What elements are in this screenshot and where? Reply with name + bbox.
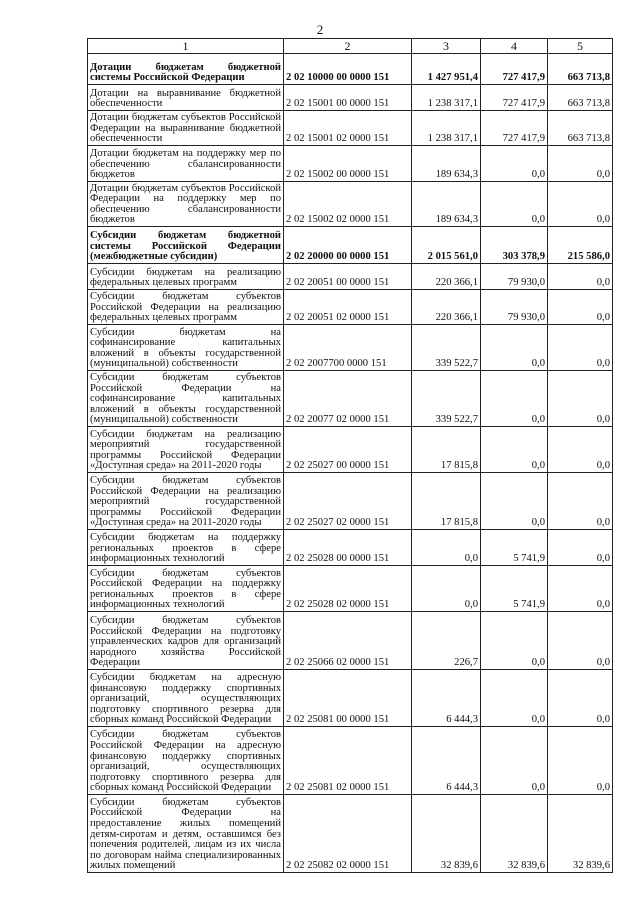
row-value-col4: 0,0 [481, 473, 548, 530]
row-name-cell: Субсидии бюджетам на реализацию мероприятий государственной программы Российской Федерации «Доступная среда» на 2011-2020 годы [88, 427, 284, 473]
table-row [88, 264, 613, 290]
table-row [88, 325, 613, 371]
row-value-col5: 0,0 [548, 264, 613, 290]
row-name-cell: Субсидии бюджетам субъектов Российской Федерации на поддержку региональных проектов в сфере информационных технологий [88, 566, 284, 612]
row-value-col4: 5 741,9 [481, 530, 548, 566]
row-name-cell: Субсидии бюджетам субъектов Российской Федерации на реализацию федеральных целевых программ [88, 290, 284, 325]
table-body [88, 54, 613, 873]
row-value-col5: 0,0 [548, 146, 613, 182]
row-value-col5: 0,0 [548, 290, 613, 325]
row-name-cell: Субсидии бюджетам субъектов Российской Федерации на подготовку управленческих кадров для организаций народного хозяйства Российской Федерации [88, 612, 284, 670]
table-row [88, 54, 613, 85]
row-code-cell: 2 02 10000 00 0000 151 [284, 54, 412, 85]
row-value-col4: 5 741,9 [481, 566, 548, 612]
table-row [88, 111, 613, 146]
column-header: 4 [481, 39, 548, 54]
column-header: 5 [548, 39, 613, 54]
row-value-col4: 0,0 [481, 670, 548, 727]
row-code-cell: 2 02 20051 02 0000 151 [284, 290, 412, 325]
row-value-col4: 727 417,9 [481, 111, 548, 146]
row-name-cell: Субсидии бюджетам на адресную финансовую поддержку спортивных организаций, осуществляющих подготовку спортивного резерва для сборных команд Российской Федерации [88, 670, 284, 727]
row-code-cell: 2 02 25028 02 0000 151 [284, 566, 412, 612]
row-value-col4: 0,0 [481, 612, 548, 670]
column-header: 1 [88, 39, 284, 54]
row-value-col3: 0,0 [412, 566, 481, 612]
row-value-col4: 0,0 [481, 325, 548, 371]
table-row [88, 530, 613, 566]
row-name-cell: Дотации бюджетам на поддержку мер по обеспечению сбалансированности бюджетов [88, 146, 284, 182]
row-code-cell: 2 02 20000 00 0000 151 [284, 227, 412, 264]
row-value-col5: 32 839,6 [548, 795, 613, 873]
row-value-col4: 727 417,9 [481, 54, 548, 85]
row-code-cell: 2 02 15002 00 0000 151 [284, 146, 412, 182]
row-value-col3: 1 238 317,1 [412, 85, 481, 111]
row-code-cell: 2 02 15001 00 0000 151 [284, 85, 412, 111]
row-value-col5: 663 713,8 [548, 85, 613, 111]
row-value-col5: 663 713,8 [548, 54, 613, 85]
row-value-col3: 17 815,8 [412, 427, 481, 473]
table-row [88, 670, 613, 727]
row-code-cell: 2 02 20051 00 0000 151 [284, 264, 412, 290]
row-name-cell: Дотации бюджетам субъектов Российской Федерации на выравнивание бюджетной обеспеченности [88, 111, 284, 146]
table-row [88, 85, 613, 111]
row-value-col3: 6 444,3 [412, 727, 481, 795]
table-row [88, 473, 613, 530]
table-row [88, 227, 613, 264]
row-value-col5: 0,0 [548, 612, 613, 670]
row-code-cell: 2 02 25028 00 0000 151 [284, 530, 412, 566]
row-value-col3: 339 522,7 [412, 371, 481, 427]
row-value-col3: 6 444,3 [412, 670, 481, 727]
row-value-col3: 189 634,3 [412, 146, 481, 182]
row-value-col4: 0,0 [481, 727, 548, 795]
row-value-col5: 0,0 [548, 473, 613, 530]
row-value-col3: 339 522,7 [412, 325, 481, 371]
row-value-col5: 0,0 [548, 727, 613, 795]
table-row [88, 727, 613, 795]
row-value-col3: 220 366,1 [412, 264, 481, 290]
row-value-col3: 0,0 [412, 530, 481, 566]
row-value-col3: 1 427 951,4 [412, 54, 481, 85]
row-value-col3: 220 366,1 [412, 290, 481, 325]
row-value-col3: 2 015 561,0 [412, 227, 481, 264]
row-name-cell: Субсидии бюджетам на поддержку региональных проектов в сфере информационных технологий [88, 530, 284, 566]
row-value-col4: 79 930,0 [481, 264, 548, 290]
table-row [88, 146, 613, 182]
row-name-cell: Дотации бюджетам бюджетной системы Российской Федерации [88, 54, 284, 85]
row-value-col3: 1 238 317,1 [412, 111, 481, 146]
row-value-col4: 0,0 [481, 146, 548, 182]
column-header: 2 [284, 39, 412, 54]
row-value-col3: 226,7 [412, 612, 481, 670]
row-value-col5: 0,0 [548, 670, 613, 727]
row-name-cell: Дотации на выравнивание бюджетной обеспеченности [88, 85, 284, 111]
row-name-cell: Субсидии бюджетам субъектов Российской Федерации на адресную финансовую поддержку спортивных организаций, осуществляющих подготовку спортивного резерва для сборных команд Российской Федерации [88, 727, 284, 795]
row-name-cell: Субсидии бюджетам субъектов Российской Федерации на софинансирование капитальных вложений в объекты государственной (муниципальной) собственности [88, 371, 284, 427]
row-code-cell: 2 02 25027 00 0000 151 [284, 427, 412, 473]
row-code-cell: 2 02 25082 02 0000 151 [284, 795, 412, 873]
row-value-col4: 0,0 [481, 182, 548, 227]
row-value-col4: 0,0 [481, 371, 548, 427]
row-value-col5: 0,0 [548, 325, 613, 371]
row-value-col5: 0,0 [548, 182, 613, 227]
table-row [88, 612, 613, 670]
row-name-cell: Субсидии бюджетам субъектов Российской Федерации на предоставление жилых помещений детям-сиротам и детям, оставшимся без попечения родителей, лицам из их числа по договорам найма специализированных жилых помещений [88, 795, 284, 873]
row-code-cell: 2 02 2007700 0000 151 [284, 325, 412, 371]
row-code-cell: 2 02 25081 02 0000 151 [284, 727, 412, 795]
row-value-col4: 32 839,6 [481, 795, 548, 873]
budget-table [87, 38, 613, 873]
row-value-col3: 32 839,6 [412, 795, 481, 873]
row-value-col5: 0,0 [548, 566, 613, 612]
page-number: 2 [316, 22, 324, 37]
table-row [88, 795, 613, 873]
row-value-col3: 17 815,8 [412, 473, 481, 530]
row-value-col5: 0,0 [548, 427, 613, 473]
row-name-cell: Субсидии бюджетам на софинансирование капитальных вложений в объекты государственной (муниципальной) собственности [88, 325, 284, 371]
row-code-cell: 2 02 15001 02 0000 151 [284, 111, 412, 146]
row-code-cell: 2 02 15002 02 0000 151 [284, 182, 412, 227]
row-name-cell: Субсидии бюджетам на реализацию федеральных целевых программ [88, 264, 284, 290]
table-row [88, 566, 613, 612]
row-value-col4: 79 930,0 [481, 290, 548, 325]
table-header-row [88, 39, 613, 54]
row-value-col5: 0,0 [548, 371, 613, 427]
row-code-cell: 2 02 20077 02 0000 151 [284, 371, 412, 427]
row-name-cell: Дотации бюджетам субъектов Российской Федерации на поддержку мер по обеспечению сбалансированности бюджетов [88, 182, 284, 227]
row-code-cell: 2 02 25066 02 0000 151 [284, 612, 412, 670]
row-value-col5: 215 586,0 [548, 227, 613, 264]
row-name-cell: Субсидии бюджетам бюджетной системы Российской Федерации (межбюджетные субсидии) [88, 227, 284, 264]
table-row [88, 182, 613, 227]
row-value-col5: 663 713,8 [548, 111, 613, 146]
row-value-col4: 0,0 [481, 427, 548, 473]
column-header: 3 [412, 39, 481, 54]
row-value-col5: 0,0 [548, 530, 613, 566]
row-value-col4: 303 378,9 [481, 227, 548, 264]
row-name-cell: Субсидии бюджетам субъектов Российской Федерации на реализацию мероприятий государственной программы Российской Федерации «Доступная среда» на 2011-2020 годы [88, 473, 284, 530]
table-row [88, 427, 613, 473]
row-code-cell: 2 02 25081 00 0000 151 [284, 670, 412, 727]
row-code-cell: 2 02 25027 02 0000 151 [284, 473, 412, 530]
row-value-col4: 727 417,9 [481, 85, 548, 111]
table-row [88, 371, 613, 427]
row-value-col3: 189 634,3 [412, 182, 481, 227]
table-row [88, 290, 613, 325]
